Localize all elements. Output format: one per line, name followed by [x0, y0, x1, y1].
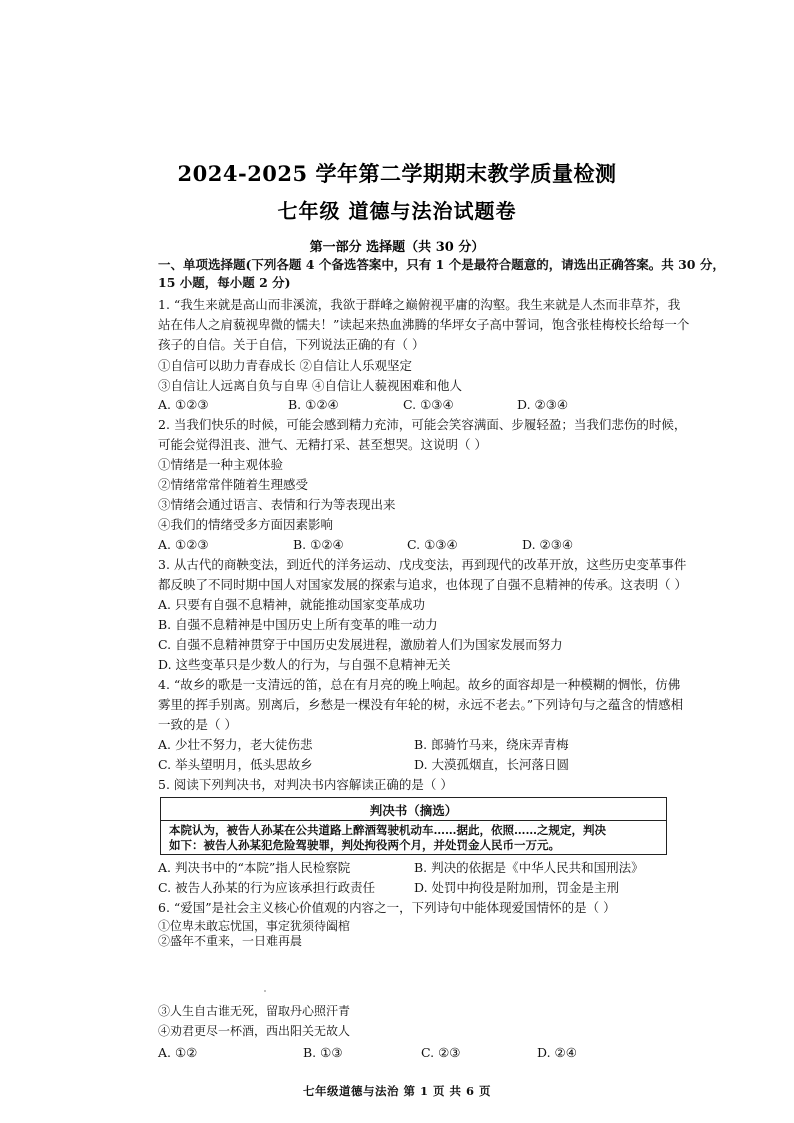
option-d: D. 大漠孤烟直，长河落日圆 [414, 757, 570, 772]
statement-line: ①自信可以助力青春成长 ②自信让人乐观坚定 [158, 358, 412, 373]
option-d: D. ②③④ [517, 397, 569, 412]
statement-line: ③情绪会通过语言、表情和行为等表现出来 [158, 497, 396, 512]
option-b: B. 判决的依据是《中华人民共和国刑法》 [414, 860, 644, 875]
option-a: A. ①②③ [158, 397, 209, 412]
statement-line: ②情绪常常伴随着生理感受 [158, 477, 309, 492]
option-d: D. ②③④ [522, 537, 574, 552]
question-stem: 3. 从古代的商鞅变法，到近代的洋务运动、戊戌变法，再到现代的改革开放，这些历史变革事件 [158, 557, 687, 572]
option-b: B. 郎骑竹马来，绕床弄青梅 [414, 737, 569, 752]
option-c: C. 被告人孙某的行为应该承担行政责任 [158, 880, 376, 895]
option-a: A. 判决书中的“本院”指人民检察院 [158, 860, 351, 875]
page-footer: 七年级道德与法治 第 1 页 共 6 页 [302, 1084, 492, 1098]
option-d: D. 这些变革只是少数人的行为，与自强不息精神无关 [158, 657, 451, 672]
question-stem: 5. 阅读下列判决书，对判决书内容解读正确的是（ ） [158, 777, 453, 792]
question-stem: 1. “我生来就是高山而非溪流，我欲于群峰之巅俯视平庸的沟壑。我生来就是人杰而非草芥，我 [158, 297, 681, 312]
option-a: A. ①②③ [158, 537, 209, 552]
question-stem: 雾里的挥手别离。别离后，乡愁是一棵没有年轮的树，永远不老去。”下列诗句与之蕴含的情感相 [158, 697, 684, 712]
statement-line: ①情绪是一种主观体验 [158, 457, 284, 472]
exam-title: 2024-2025 学年第二学期期末教学质量检测 [177, 161, 617, 186]
question-stem: 2. 当我们快乐的时候，可能会感到精力充沛，可能会笑容满面、步履轻盈；当我们悲伤的时候， [158, 417, 687, 432]
option-b: B. ①③ [303, 1045, 343, 1060]
statement-line: ④劝君更尽一杯酒，西出阳关无故人 [158, 1024, 351, 1038]
option-c: C. 自强不息精神贯穿于中国历史发展进程，激励着人们为国家发展而努力 [158, 637, 563, 652]
verdict-text: 如下：被告人孙某犯危险驾驶罪，判处拘役两个月，并处罚金人民币一万元。 [169, 838, 560, 852]
instruction-line: 15 小题，每小题 2 分) [158, 275, 291, 290]
question-stem: 孩子的自信。关于自信，下列说法正确的有（ ） [158, 337, 425, 352]
statement-line: ②盛年不重来，一日难再晨 [158, 934, 303, 948]
option-b: B. 自强不息精神是中国历史上所有变革的唯一动力 [158, 617, 438, 632]
option-a: A. 只要有自强不息精神，就能推动国家变革成功 [158, 597, 425, 612]
instruction-line: 一、单项选择题(下列各题 4 个备选答案中，只有 1 个是最符合题意的，请选出正确答案。共 30 分， [158, 257, 725, 272]
question-stem: 站在伟人之肩藐视卑微的懦夫！”读起来热血沸腾的华坪女子高中誓词，饱含张桂梅校长给每一个 [158, 317, 690, 332]
scan-speck [264, 990, 266, 992]
verdict-box [160, 797, 667, 855]
statement-line: ③人生自古谁无死，留取丹心照汗青 [158, 1004, 351, 1018]
question-stem: 都反映了不同时期中国人对国家发展的探索与追求，也体现了自强不息精神的传承。这表明（ ） [158, 577, 687, 592]
section-title: 第一部分 选择题（共 30 分） [309, 240, 485, 255]
option-a: A. ①② [158, 1045, 198, 1060]
statement-line: ①位卑未敢忘忧国，事定犹须待阖棺 [158, 919, 351, 933]
verdict-divider [161, 820, 666, 821]
statement-line: ③自信让人远离自负与自卑 ④自信让人藐视困难和他人 [158, 378, 462, 393]
exam-subtitle: 七年级 道德与法治试题卷 [277, 199, 517, 223]
option-a: A. 少壮不努力，老大徒伤悲 [158, 737, 313, 752]
question-stem: 4. “故乡的歌是一支清远的笛，总在有月亮的晚上响起。故乡的面容却是一种模糊的惆怅，仿佛 [158, 677, 681, 692]
option-d: D. ②④ [537, 1045, 577, 1060]
option-c: C. 举头望明月，低头思故乡 [158, 757, 313, 772]
option-b: B. ①②④ [288, 397, 339, 412]
option-c: C. ①③④ [407, 537, 458, 552]
option-c: C. ②③ [421, 1045, 461, 1060]
option-b: B. ①②④ [293, 537, 344, 552]
verdict-text: 本院认为，被告人孙某在公共道路上醉酒驾驶机动车……据此，依照……之规定，判决 [169, 823, 606, 837]
question-stem: 可能会觉得沮丧、泄气、无精打采、甚至想哭。这说明（ ） [158, 437, 487, 452]
question-stem: 一致的是（ ） [158, 717, 237, 732]
verdict-title: 判决书（摘选） [369, 803, 458, 818]
question-stem: 6. “爱国”是社会主义核心价值观的内容之一，下列诗句中能体现爱国情怀的是（ ） [158, 900, 616, 915]
statement-line: ④我们的情绪受多方面因素影响 [158, 517, 334, 532]
option-d: D. 处罚中拘役是附加刑，罚金是主刑 [414, 880, 620, 895]
option-c: C. ①③④ [403, 397, 454, 412]
